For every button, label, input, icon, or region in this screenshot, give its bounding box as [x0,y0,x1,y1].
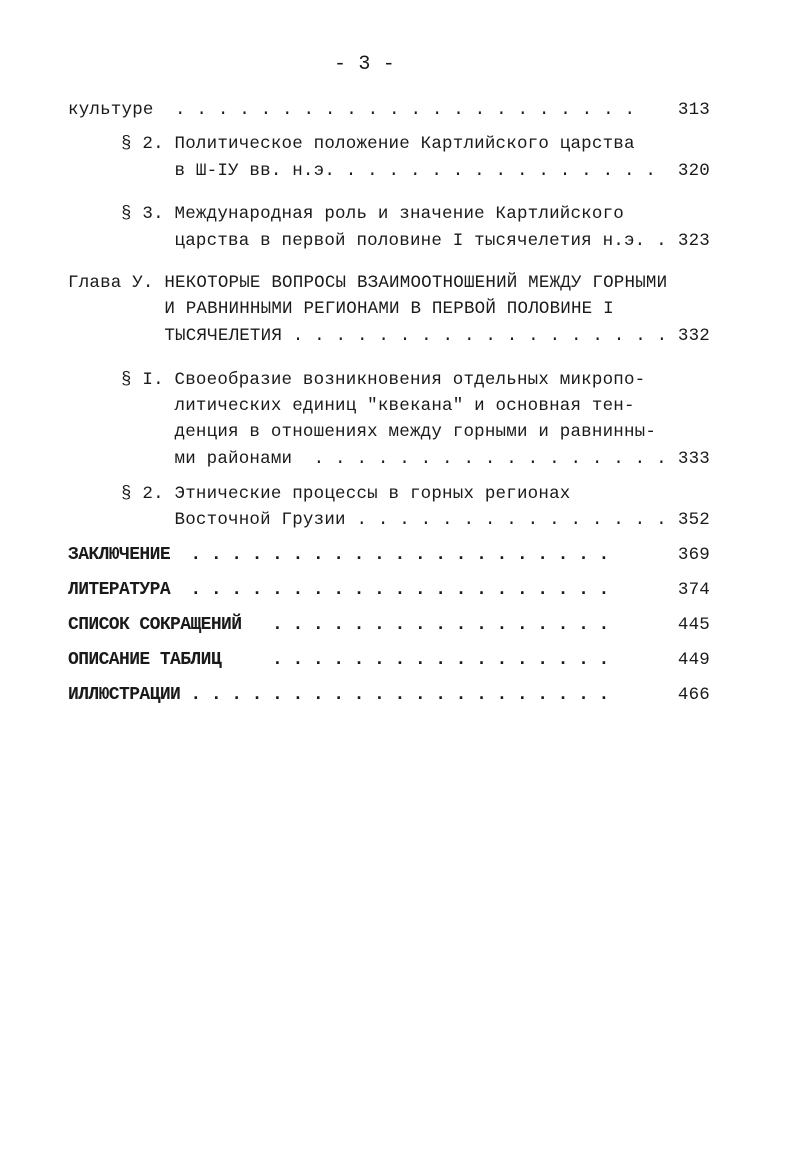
toc-entry-text: ИЛЛЮСТРАЦИИ . . . . . . . . . . . . . . . . . . . . . [68,685,609,705]
toc-entry-line: Восточной Грузии . . . . . . . . . . . . . . . [121,510,667,530]
toc-entry-text: ОПИСАНИЕ ТАБЛИЦ . . . . . . . . . . . . . . . . . [68,650,609,670]
toc-entry-page: 332 [677,326,710,346]
toc-entry-line: § 2. Политическое положение Картлийского царства [121,134,635,154]
toc-entry-page: 320 [677,161,710,181]
toc-entry-page: 369 [677,545,710,565]
toc-entry-text: СПИСОК СОКРАЩЕНИЙ . . . . . . . . . . . . . . . . . [68,615,609,635]
toc-entry-line: царства в первой половине I тысячелетия н.э. . [121,231,667,251]
toc-entry-text: ЛИТЕРАТУРА . . . . . . . . . . . . . . . . . . . . . [68,580,609,600]
toc-entry-line: И РАВНИННЫМИ РЕГИОНАМИ В ПЕРВОЙ ПОЛОВИНЕ I [68,299,614,319]
toc-entry-line: денция в отношениях между горными и равнинны- [121,422,657,442]
page-number: - 3 - [334,53,396,76]
toc-entry-text: культуре . . . . . . . . . . . . . . . . . . . . . . [68,100,636,120]
toc-entry-text: ЗАКЛЮЧЕНИЕ . . . . . . . . . . . . . . . . . . . . . [68,545,609,565]
toc-entry-line: § 2. Этнические процессы в горных регионах [121,484,571,504]
toc-entry-page: 445 [677,615,710,635]
toc-entry-page: 313 [677,100,710,120]
toc-entry-line: ми районами . . . . . . . . . . . . . . . . . [121,449,667,469]
toc-entry-page: 333 [677,449,710,469]
toc-entry-page: 323 [677,231,710,251]
toc-entry-page: 374 [677,580,710,600]
toc-entry-line: § 3. Международная роль и значение Картлийского [121,204,624,224]
toc-entry-line: Глава У. НЕКОТОРЫЕ ВОПРОСЫ ВЗАИМООТНОШЕНИЙ МЕЖДУ ГОРНЫМИ [68,273,668,293]
toc-entry-line: в Ш-IУ вв. н.э. . . . . . . . . . . . . . . . [121,161,657,181]
toc-entry-page: 352 [677,510,710,530]
toc-entry-line: § I. Своеобразие возникновения отдельных микропо- [121,370,646,390]
toc-entry-line: ТЫСЯЧЕЛЕТИЯ . . . . . . . . . . . . . . . . . . [68,326,668,346]
toc-entry-page: 466 [677,685,710,705]
toc-entry-line: литических единиц "квекана" и основная тен- [121,396,635,416]
toc-entry-page: 449 [677,650,710,670]
